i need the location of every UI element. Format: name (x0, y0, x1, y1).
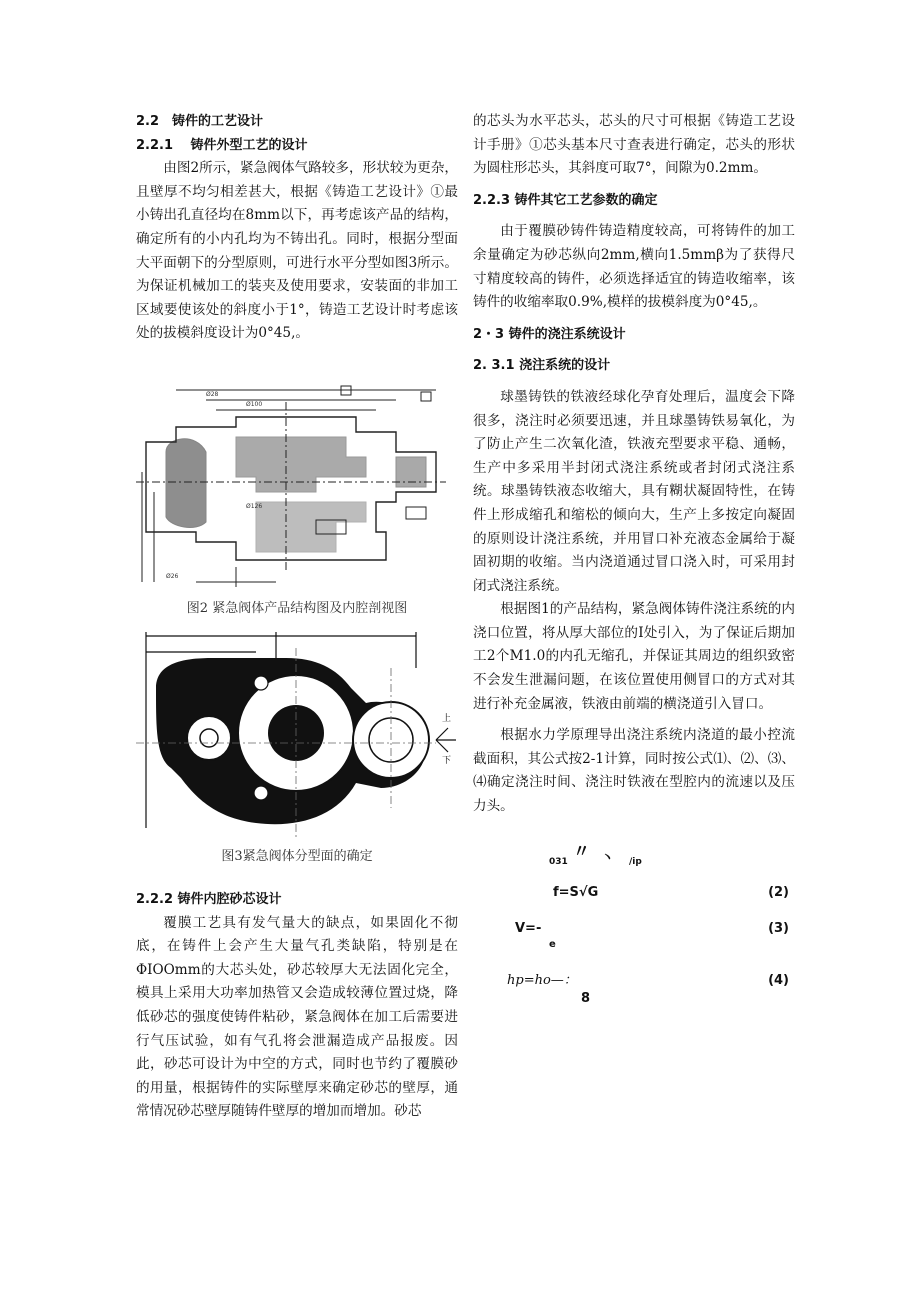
section-heading-2-3: 2・3 铸件的浇注系统设计 (473, 326, 626, 342)
right-column (473, 110, 795, 1035)
paragraph-hydraulic-principle: 根据水力学原理导出浇注系统内浇道的最小控流截面积，其公式按2-1计算，同时按公式⑴、⑵、⑶、⑷确定浇注时间、浇注时铁液在型腔内的流速以及压力头。 (473, 727, 795, 815)
equations-block (473, 841, 795, 1035)
figure-2-caption: 图2 紧急阀体产品结构图及内腔剖视图 (186, 600, 408, 616)
figure-3-down-label: 下 (442, 755, 452, 766)
equation-4: hp=ho—： (507, 972, 577, 988)
svg-text:Ø28: Ø28 (206, 390, 219, 398)
equation-1-part-d: ∕ip (629, 856, 642, 867)
paragraph-ingate-position: 根据图1的产品结构，紧急阀体铸件浇注系统的内浇口位置，将从厚大部位的I处引入，为了保证后期加工2个M1.0的内孔无缩孔，并保证其周边的组织致密不会发生泄漏问题，在该位置使用侧冒口的方式对其进行补充金属液，铁液由前端的横浇道引入冒口。 (473, 601, 795, 712)
equation-4-subscript: 8 (581, 990, 591, 1006)
paragraph-core-design: 覆膜工艺具有发气量大的缺点，如果固化不彻底，在铸件上会产生大量气孔类缺陷，特别是在ΦIOOmm的大芯头处，砂芯较厚大无法固化完全，模具上采用大功率加热管又会造成较薄位置过烧，降低砂芯的强度使铸件粘砂，紧急阀体在加工后需要进行气压试验，如有气孔将会泄漏造成产品报废。因此，砂芯可设计为中空的方式，同时也节约了覆膜砂的用量，根据铸件的实际壁厚来确定砂芯的壁厚，通常情况砂芯壁厚随铸件壁厚的增加而增加。砂芯 (136, 914, 458, 1120)
paragraph-gating-design: 球墨铸铁的铁液经球化孕育处理后，温度会下降很多，浇注时必须要迅速，并且球墨铸铁易氧化，为了防止产生二次氧化渣，铁液充型要求平稳、通畅，生产中多采用半封闭式浇注系统或者封闭式浇注系统。球墨铸铁液态收缩大，具有糊状凝固特性，在铸件上形成缩孔和缩松的倾向大，生产上多按定向凝固的原则设计浇注系统，并用冒口补充液态金属给于凝固初期的收缩。当内浇道通过冒口浇入时，可采用封闭式浇注系统。 (473, 388, 795, 594)
paragraph-mold-design: 由图2所示，紧急阀体气路较多，形状较为更杂，且壁厚不均匀相差甚大，根据《铸造工艺设计》①最小铸出孔直径均在8mm以下，再考虑该产品的结构，确定所有的小内孔均为不铸出孔。同时，根据分型面大平面朝下的分型原则，可进行水平分型如图3所示。为保证机械加工的装夹及使用要求，安装面的非加工区域要使该处的斜度小于1°，铸造工艺设计时考虑该处的拔模斜度设计为0°45,。 (136, 160, 458, 342)
section-heading-2-2-2: 2.2.2 铸件内腔砂芯设计 (136, 891, 282, 907)
section-heading-2-2-3: 2.2.3 铸件其它工艺参数的确定 (473, 192, 658, 208)
svg-text:Ø100: Ø100 (246, 400, 263, 408)
section-heading-2-2-1: 2.2.1 铸件外型工艺的设计 (136, 137, 308, 153)
equation-1-part-b: 〃 (573, 841, 590, 862)
svg-text:Ø126: Ø126 (246, 502, 263, 510)
equation-3: V=- (515, 920, 542, 936)
equation-4-number: (4) (768, 972, 789, 988)
equation-1-part-c: 丶 (601, 850, 615, 866)
equation-2-number: (2) (768, 884, 789, 900)
svg-text:Ø26: Ø26 (166, 572, 179, 580)
equation-1-part-a: 031 (549, 856, 568, 867)
figure-3 (136, 628, 458, 866)
paragraph-core-head-continued: 的芯头为水平芯头，芯头的尺寸可根据《铸造工艺设计手册》①芯头基本尺寸查表进行确定，芯头的形状为圆柱形芯头，其斜度可取7°，间隙为0.2mm。 (473, 113, 795, 177)
figure-2 (136, 382, 458, 618)
paragraph-other-parameters: 由于覆膜砂铸件铸造精度较高，可将铸件的加工余量确定为砂芯纵向2mm,横向1.5mmβ为了获得尺寸精度较高的铸件，必须选择适宜的铸造收缩率，该铸件的收缩率取0.9%,模样的拔模斜度为0°45,。 (473, 223, 795, 311)
figure-3-drawing (136, 628, 458, 846)
equation-3-number: (3) (768, 920, 789, 936)
figure-3-caption: 图3紧急阀体分型面的确定 (221, 848, 373, 864)
equation-3-subscript: e (549, 938, 556, 950)
figure-3-up-label: 上 (442, 713, 452, 724)
equation-2: f=S√G (553, 884, 599, 900)
section-heading-2-3-1: 2. 3.1 浇注系统的设计 (473, 358, 611, 374)
section-heading-2-2: 2.2 铸件的工艺设计 (136, 114, 264, 129)
figure-2-drawing (136, 382, 458, 600)
left-column (136, 110, 458, 1124)
